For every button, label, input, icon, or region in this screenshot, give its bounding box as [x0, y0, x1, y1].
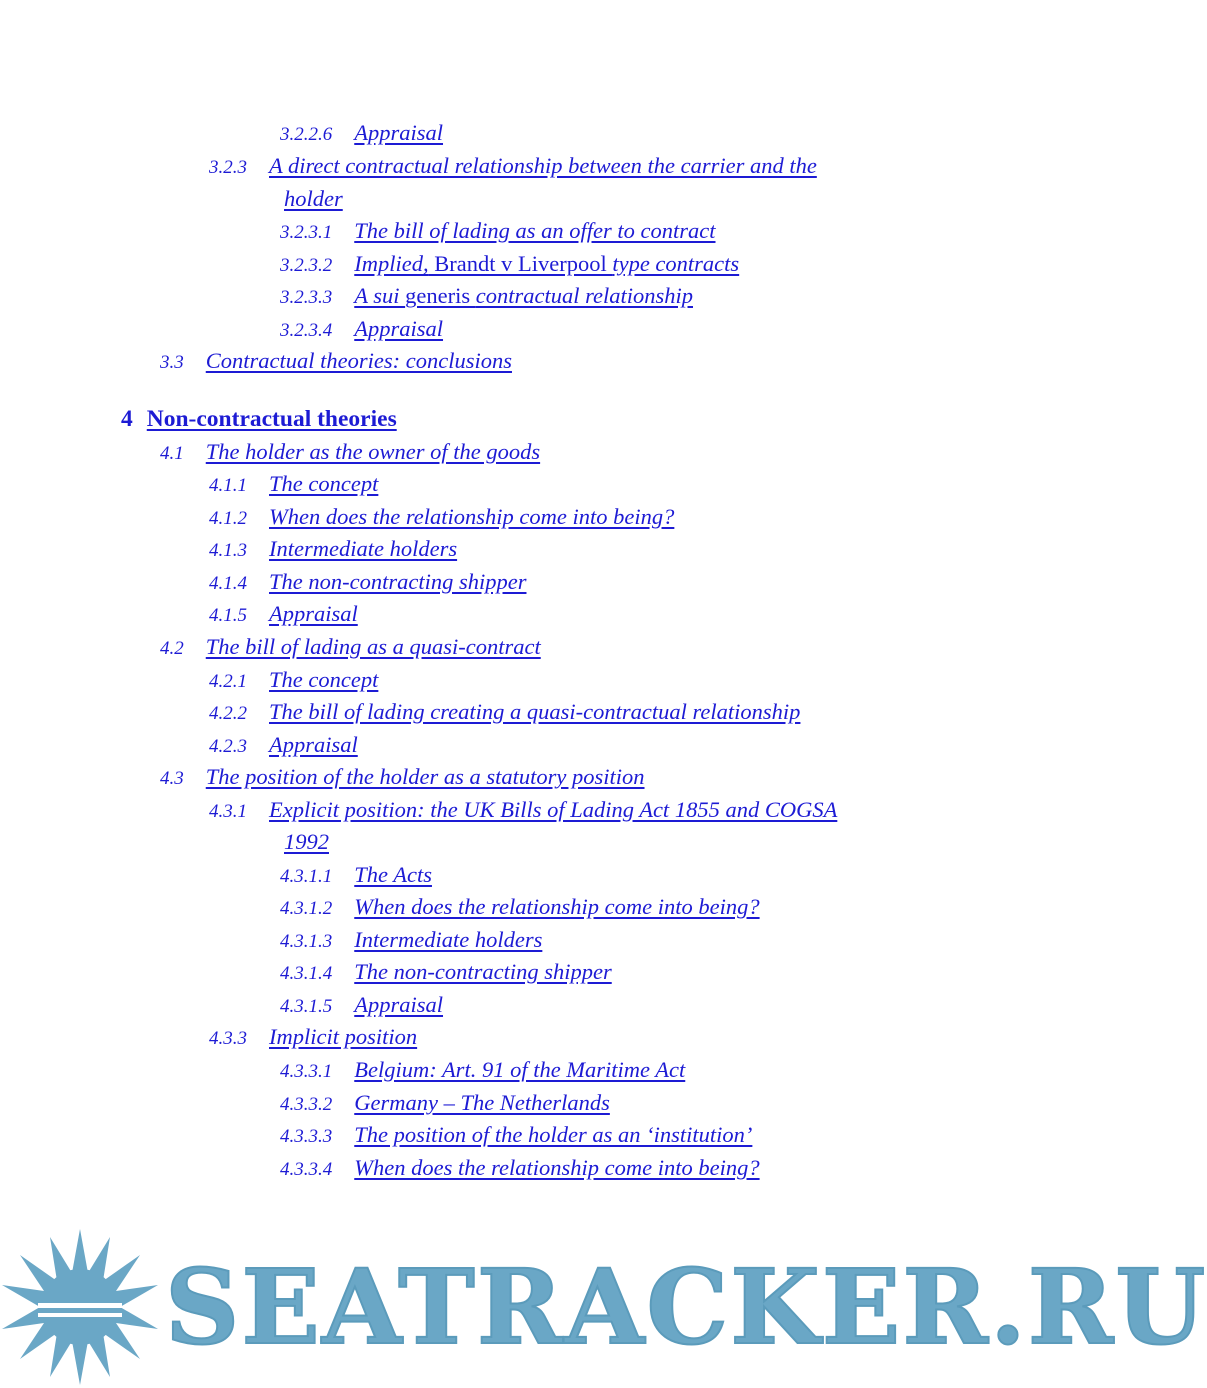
toc-entry-4[interactable]: 4 Non-contractual theories — [121, 406, 397, 432]
toc-entry-4-3-1[interactable]: 4.3.1 Explicit position: the UK Bills of Lading Act 1855 and COGSA — [209, 797, 838, 822]
toc-entry-4-2-2[interactable]: 4.2.2 The bill of lading creating a quasi-contractual relationship — [209, 699, 801, 724]
toc-entry-4-1-2[interactable]: 4.1.2 When does the relationship come into being? — [209, 504, 675, 529]
toc-entry-3-2-2-6[interactable]: 3.2.2.6 Appraisal — [280, 120, 444, 145]
toc-entry-3-2-3-continued[interactable]: holder — [284, 186, 343, 211]
watermark-logo — [0, 1225, 1207, 1388]
toc-entry-4-3-3[interactable]: 4.3.3 Implicit position — [209, 1024, 418, 1049]
toc-entry-3-2-3-2[interactable]: 3.2.3.2 Implied, Brandt v Liverpool type contracts — [280, 251, 740, 276]
toc-entry-4-3-1-2[interactable]: 4.3.1.2 When does the relationship come into being? — [280, 894, 760, 919]
toc-entry-4-1-5[interactable]: 4.1.5 Appraisal — [209, 601, 358, 626]
watermark-text: SEATRACKER.RU — [165, 1247, 1207, 1368]
toc-entry-4-3-3-3[interactable]: 4.3.3.3 The position of the holder as an ‘institution’ — [280, 1122, 753, 1147]
toc-entry-4-3-3-2[interactable]: 4.3.3.2 Germany – The Netherlands — [280, 1090, 610, 1115]
toc-entry-4-3-1-continued[interactable]: 1992 — [284, 829, 329, 854]
toc-entry-4-3-1-5[interactable]: 4.3.1.5 Appraisal — [280, 992, 444, 1017]
toc-entry-3-3[interactable]: 3.3 Contractual theories: conclusions — [160, 348, 512, 373]
toc-entry-4-1-4[interactable]: 4.1.4 The non-contracting shipper — [209, 569, 527, 594]
toc-entry-4-2-3[interactable]: 4.2.3 Appraisal — [209, 732, 358, 757]
toc-entry-4-3-1-3[interactable]: 4.3.1.3 Intermediate holders — [280, 927, 543, 952]
sun-icon — [0, 1225, 160, 1388]
toc-entry-3-2-3-3[interactable]: 3.2.3.3 A sui generis contractual relationship — [280, 283, 693, 308]
toc-entry-4-2-1[interactable]: 4.2.1 The concept — [209, 667, 379, 692]
toc-entry-3-2-3[interactable]: 3.2.3 A direct contractual relationship between the carrier and the — [209, 153, 817, 178]
toc-entry-3-2-3-1[interactable]: 3.2.3.1 The bill of lading as an offer to contract — [280, 218, 716, 243]
toc-entry-4-2[interactable]: 4.2 The bill of lading as a quasi-contract — [160, 634, 541, 659]
toc-entry-4-1-3[interactable]: 4.1.3 Intermediate holders — [209, 536, 458, 561]
toc-entry-4-3-1-1[interactable]: 4.3.1.1 The Acts — [280, 862, 432, 887]
toc-entry-3-2-3-4[interactable]: 3.2.3.4 Appraisal — [280, 316, 444, 341]
toc-entry-4-3-3-1[interactable]: 4.3.3.1 Belgium: Art. 91 of the Maritime Act — [280, 1057, 686, 1082]
toc-entry-4-3-1-4[interactable]: 4.3.1.4 The non-contracting shipper — [280, 959, 612, 984]
toc-entry-4-3[interactable]: 4.3 The position of the holder as a statutory position — [160, 764, 645, 789]
toc-entry-4-1-1[interactable]: 4.1.1 The concept — [209, 471, 379, 496]
toc-entry-4-1[interactable]: 4.1 The holder as the owner of the goods — [160, 439, 541, 464]
toc-entry-4-3-3-4[interactable]: 4.3.3.4 When does the relationship come into being? — [280, 1155, 760, 1180]
